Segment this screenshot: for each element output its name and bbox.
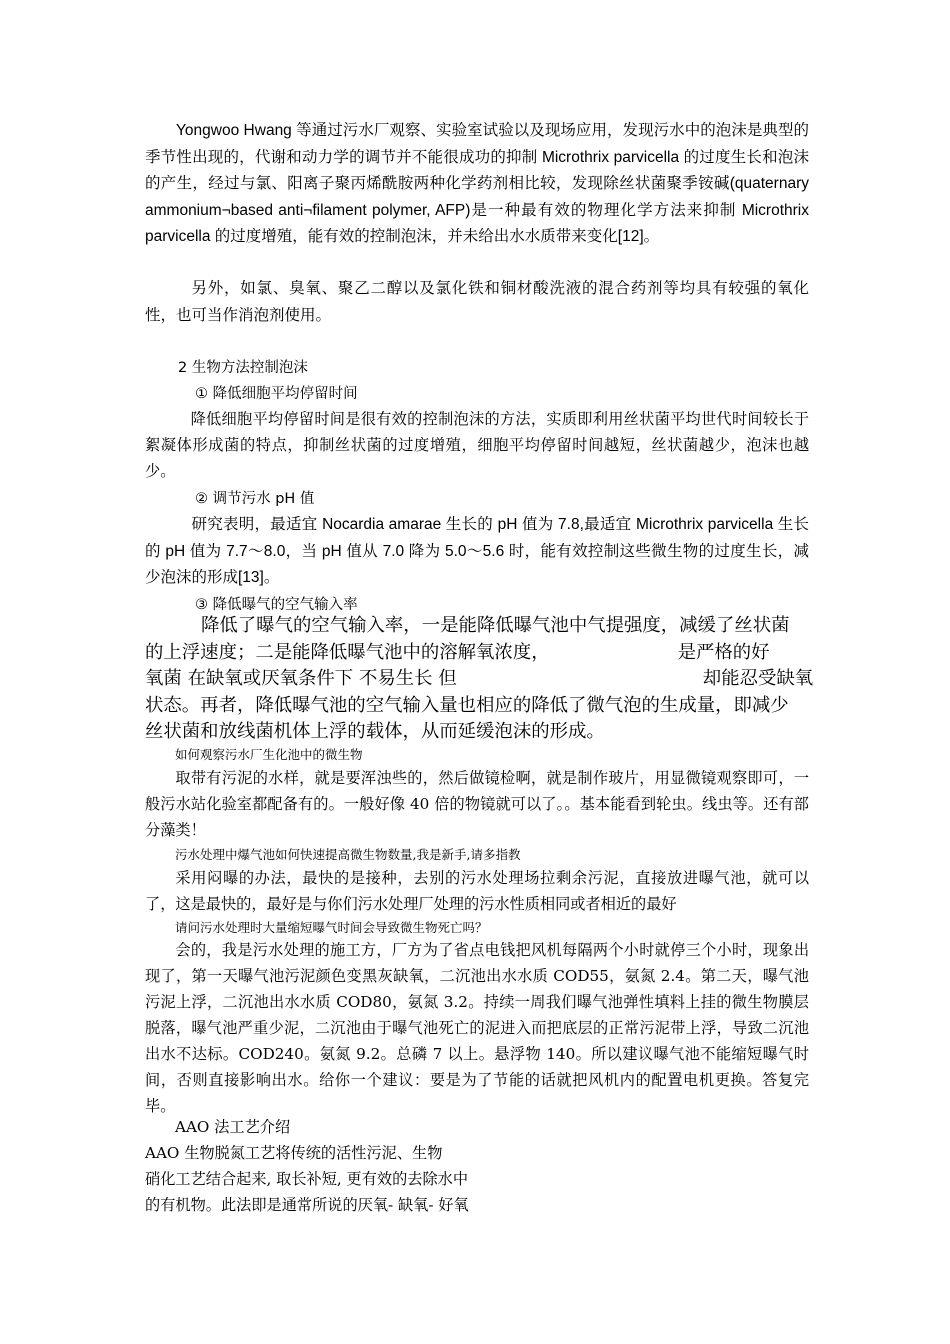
section-heading-biological: 2 生物方法控制泡沫: [178, 360, 308, 376]
aao-line-3: 的有机物。此法即是通常所说的厌氧- 缺氧- 好氧: [145, 1196, 469, 1214]
question-3: 请问污水处理时大量缩短曝气时间会导致微生物死亡吗？: [175, 920, 488, 935]
subheading-1: ① 降低细胞平均停留时间: [195, 386, 358, 402]
subheading-2: ② 调节污水 pH 值: [195, 491, 315, 507]
paragraph-ph: 研究表明，最适宜 Nocardia amarae 生长的 pH 值为 7.8,最适宜 Microthrix parvicella 生长的 pH 值为 7.7～8.0，当 pH 值从 7.0 降为 5.0～5.6 时，能有效控制这些微生物的过度生长，减少泡沫的形成[13]。: [145, 516, 809, 586]
aao-line-1: AAO 生物脱氮工艺将传统的活性污泥、生物: [145, 1144, 443, 1162]
paragraph-hwang: Yongwoo Hwang 等通过污水厂观察、实验室试验以及现场应用，发现污水中的泡沫是典型的季节性出现的，代谢和动力学的调节并不能很成功的抑制 Microthrix parvicella 的过度生长和泡沫的产生，经过与氯、阳离子聚丙烯酰胺两种化学药剂相比较，发现除丝状菌聚季铵碱(quaternary ammonium¬based anti¬filament polymer, AFP)是一种最有效的物理化学方法来抑制 Microthrix parvicella 的过度增殖，能有效的控制泡沫，并未给出水水质带来变化[12]。: [145, 122, 809, 245]
aeration-line-4: 状态。再者，降低曝气池的空气输入量也相应的降低了微气泡的生成量，即减少: [145, 694, 789, 716]
paragraph-aeration: [145, 613, 814, 746]
aeration-line-3a: 氧菌 在缺氧或厌氧条件下 不易生长 但: [145, 668, 457, 689]
answer-1: 取带有污泥的水样，就是要浑浊些的，然后做镜检啊，就是制作玻片，用显微镜观察即可，一般污水站化验室都配备有的。一般好像 40 倍的物镜就可以了。。基本能看到轮虫。线虫等。还有部分藻类！: [145, 769, 809, 839]
aeration-line-5: 丝状菌和放线菌机体上浮的载体，从而延缓泡沫的形成。: [145, 721, 605, 742]
question-1: 如何观察污水厂生化池中的微生物: [175, 747, 363, 762]
paragraph-oxidants: 另外，如氯、臭氧、聚乙二醇以及氯化铁和铜材酸洗液的混合药剂等均具有较强的氧化性，也可当作消泡剂使用。: [145, 280, 809, 324]
aao-heading: AAO 法工艺介绍: [175, 1118, 291, 1136]
aeration-line-2b: 是严格的好: [677, 641, 770, 663]
question-2: 污水处理中爆气池如何快速提高微生物数量,我是新手,请多指教: [175, 847, 521, 862]
aao-line-2: 硝化工艺结合起来, 取长补短, 更有效的去除水中: [145, 1170, 469, 1188]
subheading-3: ③ 降低曝气的空气输入率: [195, 597, 358, 613]
aeration-line-3b: 却能忍受缺氧: [702, 668, 814, 689]
aeration-line-2a: 的上浮速度；二是能降低曝气池中的溶解氧浓度，: [145, 641, 550, 663]
answer-3: 会的，我是污水处理的施工方，厂方为了省点电钱把风机每隔两个小时就停三个小时，现象出现了，第一天曝气池污泥颜色变黑灰缺氧，二沉池出水水质 COD55，氨氮 2.4。第二天，曝气池污泥上浮，二沉池出水水质 COD80，氨氮 3.2。持续一周我们曝气池弹性填料上挂的微生物膜层脱落，曝气池严重少泥，二沉池由于曝气池死亡的泥进入而把底层的正常污泥带上浮，导致二沉池出水不达标。COD240。氨氮 9.2。总磷 7 以上。悬浮物 140。所以建议曝气池不能缩短曝气时间，否则直接影响出水。给你一个建议：要是为了节能的话就把风机内的配置电机更换。答复完毕。: [145, 941, 809, 1115]
aeration-line-1: 降低了曝气的空气输入率，一是能降低曝气池中气提强度，减缓了丝状菌: [201, 615, 790, 636]
aeration-line-2: [145, 640, 809, 667]
paragraph-sludge-age: 降低细胞平均停留时间是很有效的控制泡沫的方法，实质即利用丝状菌平均世代时间较长于絮凝体形成菌的特点，抑制丝状菌的过度增殖，细胞平均停留时间越短，丝状菌越少，泡沫也越少。: [145, 410, 809, 480]
answer-2: 采用闷曝的办法，最快的是接种，去别的污水处理场拉剩余污泥，直接放进曝气池，就可以了，这是最快的，最好是与你们污水处理厂处理的污水性质相同或者相近的最好: [145, 869, 809, 913]
aeration-line-3: [145, 666, 814, 693]
aao-body: [145, 1140, 525, 1218]
